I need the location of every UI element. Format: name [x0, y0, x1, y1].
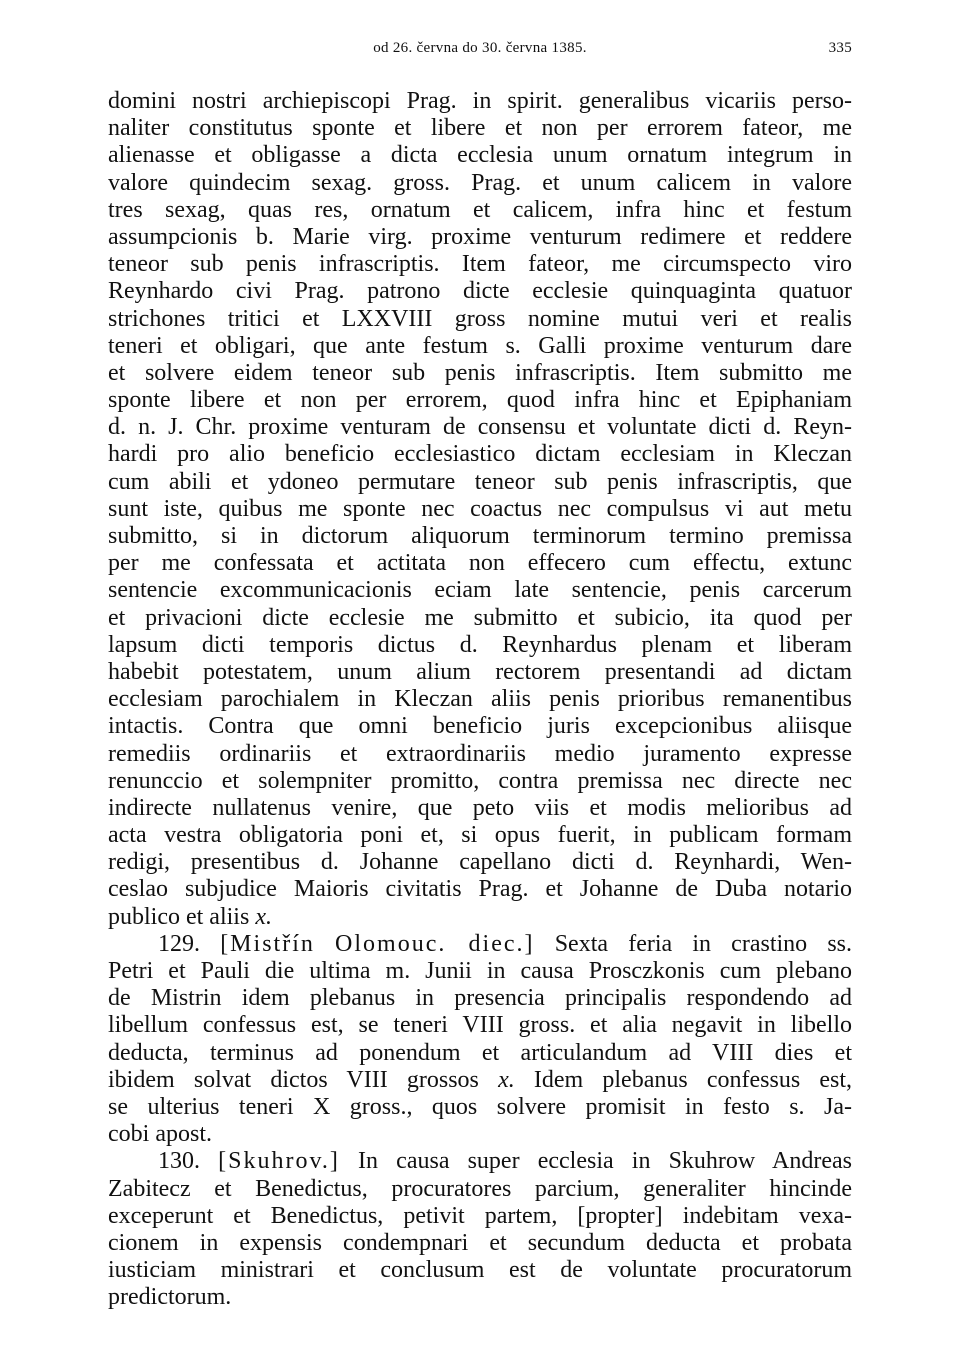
text-line: cionem in expensis condempnari et secundum deducta et probata [108, 1229, 852, 1256]
text-line: Reynhardo civi Prag. patrono dicte ecclesie quinquaginta quatuor [108, 278, 852, 305]
text-line-last: predictorum. [108, 1284, 232, 1311]
text-line: Petri et Pauli die ultima m. Junii in causa Prosczkonis cum plebano [108, 958, 852, 984]
text-line: acta vestra obligatoria poni et, si opus fuerit, in publicam formam [108, 822, 852, 849]
text-line: teneor sub penis infrascriptis. Item fateor, me circumspecto viro [108, 251, 852, 278]
et-cetera-mark: x. [255, 903, 272, 930]
entry-129 [108, 931, 852, 1149]
running-head-title: od 26. června do 30. června 1385. [373, 40, 587, 56]
text-line: hardi pro alio beneficio ecclesiastico dictam ecclesiam in Kleczan [108, 441, 852, 468]
line-segment: Idem plebanus confessus est, [533, 1066, 853, 1093]
text-line: lapsum dicti temporis dictus d. Reynhardus plenam et liberam [108, 631, 852, 658]
body-text [108, 88, 852, 1311]
line-segment: ibidem solvat dictos VIII grossos [108, 1066, 479, 1093]
text-line: sentencie excommunicacionis eciam late sentencie, penis carcerum [108, 577, 852, 604]
text-line: remediis ordinariis et extraordinariis medio juramento expresse [108, 740, 852, 767]
text-line: habebit potestatem, unum alium rectorem presentandi ad dictam [108, 658, 852, 685]
text-line: domini nostri archiepiscopi Prag. in spirit. generalibus vicariis perso- [108, 88, 852, 114]
et-cetera-mark: x. [498, 1066, 515, 1093]
entry-place: [Skuhrov.] [218, 1148, 340, 1175]
text-line: libellum confessus est, se teneri VIII gross. et alia negavit in libello [108, 1012, 852, 1039]
text-line: teneri et obligari, que ante festum s. Galli proxime venturum dare [108, 332, 852, 359]
paragraph-continuation [108, 88, 852, 931]
text-line: naliter constitutus sponte et libere et non per errorem fateor, me [108, 115, 852, 142]
text-line: indirecte nullatenus venire, que peto viis et modis melioribus ad [108, 794, 852, 821]
entry-130 [108, 1148, 852, 1311]
entry-heading-line [108, 931, 852, 958]
text-line: d. n. J. Chr. proxime venturam de consensu et voluntate dicti d. Reyn- [108, 414, 852, 441]
text-line: renunccio et solempniter promitto, contra premissa nec directe nec [108, 767, 852, 794]
last-line-text: publico et aliis [108, 903, 250, 930]
entry-number: 130. [158, 1148, 200, 1175]
entry-place-diocese: Olomouc. diec.] [335, 930, 535, 957]
text-line: ceslao subjudice Maioris civitatis Prag. et Johanne de Duba notario [108, 876, 852, 903]
entry-heading-line [108, 1148, 852, 1175]
text-line: exceperunt et Benedictus, petivit partem, [propter] indebitam vexa- [108, 1202, 852, 1229]
entry-heading-text: In causa super ecclesia in Skuhrow Andreas [358, 1148, 853, 1175]
text-line: submitto, si in dictorum aliquorum terminorum termino premissa [108, 523, 852, 549]
text-line: se ulterius teneri X gross., quos solvere promisit in festo s. Ja- [108, 1093, 852, 1120]
text-line [108, 1067, 852, 1094]
text-line: iusticiam ministrari et conclusum est de voluntate procuratorum [108, 1257, 852, 1284]
text-line: alienasse et obligasse a dicta ecclesia unum ornatum integrum in [108, 142, 852, 169]
text-line: ecclesiam parochialem in Kleczan aliis penis prioribus remanentibus [108, 686, 852, 713]
text-line: de Mistrin idem plebanus in presencia principalis respondendo ad [108, 985, 852, 1012]
entry-heading-text: Sexta feria in crastino ss. [554, 930, 853, 957]
text-line: redigi, presentibus d. Johanne capellano dicti d. Reynhardi, Wen- [108, 849, 852, 876]
text-line: valore quindecim sexag. gross. Prag. et unum calicem in valore [108, 169, 852, 196]
text-line: Zabitecz et Benedictus, procuratores parcium, generaliter hincinde [108, 1175, 852, 1202]
text-line: sponte libere et non per errorem, quod infra hinc et Epiphaniam [108, 387, 852, 414]
text-line: intactis. Contra que omni beneficio juris excepcionibus aliisque [108, 713, 852, 740]
entry-number: 129. [158, 930, 200, 957]
text-line: deducta, terminus ad ponendum et articulandum ad VIII dies et [108, 1039, 852, 1066]
text-line: strichones tritici et LXXVIII gross nomine mutui veri et realis [108, 305, 852, 332]
entry-place: [Mistřín [220, 930, 315, 957]
text-line: sunt iste, quibus me sponte nec coactus nec compulsus vi aut metu [108, 495, 852, 522]
page-number: 335 [828, 40, 852, 56]
text-line: assumpcionis b. Marie virg. proxime venturum redimere et reddere [108, 223, 852, 250]
text-line-last [108, 904, 852, 931]
running-head [108, 40, 852, 64]
text-line: et privacioni dicte ecclesie me submitto et subicio, ita quod per [108, 604, 852, 631]
text-line: et solvere eidem teneor sub penis infrascriptis. Item submitto me [108, 359, 852, 386]
text-line-last: cobi apost. [108, 1121, 212, 1148]
text-line: tres sexag, quas res, ornatum et calicem, infra hinc et festum [108, 196, 852, 223]
text-line: per me confessata et actitata non effecero cum effectu, extunc [108, 550, 852, 577]
text-line: cum abili et ydoneo permutare teneor sub penis infrascriptis, que [108, 468, 852, 495]
